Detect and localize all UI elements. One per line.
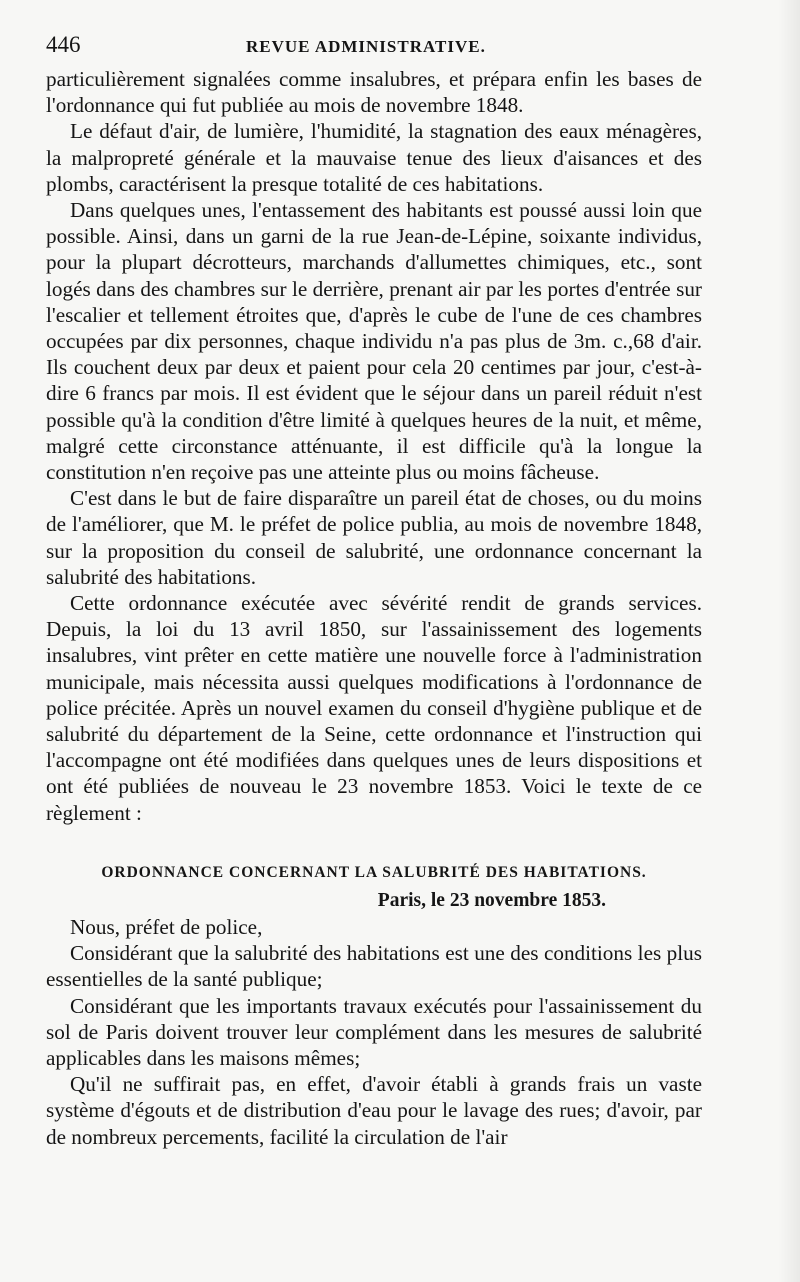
page-edge-shadow xyxy=(778,0,800,1282)
paragraph: Considérant que la salubrité des habitations est une des conditions les plus essentielles de la santé publique; xyxy=(46,941,702,992)
paragraph: Qu'il ne suffirait pas, en effet, d'avoir établi à grands frais un vaste système d'égouts et de distribution d'eau pour le lavage des rues; d'avoir, par de nombreux percements, facilité la circulation de l'air xyxy=(46,1072,702,1149)
running-title: REVUE ADMINISTRATIVE. xyxy=(246,37,486,56)
ordinance-title: ORDONNANCE CONCERNANT LA SALUBRITÉ DES HABITATIONS. xyxy=(101,863,647,881)
paragraph: Cette ordonnance exécutée avec sévérité rendit de grands services. Depuis, la loi du 13 avril 1850, sur l'assainissement des logements insalubres, vint prêter en cette matière une nouvelle force à l'administration municipale, mais nécessita aussi quelques modifications à l'ordonnance de police précitée. Après un nouvel examen du conseil d'hygiène publique et de salubrité du département de la Seine, cette ordonnance et l'instruction qui l'accompagne ont été modifiées dans quelques unes de leurs dispositions et ont été publiées de nouveau le 23 novembre 1853. Voici le texte de ce règlement : xyxy=(46,591,702,825)
paragraph: C'est dans le but de faire disparaître un pareil état de choses, ou du moins de l'améliorer, que M. le préfet de police publia, au mois de novembre 1848, sur la proposition du conseil de salubrité, une ordonnance concernant la salubrité des habitations. xyxy=(46,486,702,589)
paragraph: Dans quelques unes, l'entassement des habitants est poussé aussi loin que possible. Ainsi, dans un garni de la rue Jean-de-Lépine, soixante individus, pour la plupart décrotteurs, marchands d'allumettes chimiques, etc., sont logés dans des chambres sur le derrière, prenant air par les portes d'entrée sur l'escalier et tellement étroites que, d'après le cube de l'une de ces chambres occupées par dix personnes, chaque individu n'a pas plus de 3m. c.,68 d'air. Ils couchent deux par deux et paient pour cela 20 centimes par jour, c'est-à-dire 6 francs par mois. Il est évident que le séjour dans un pareil réduit n'est possible qu'à la condition d'être limité à quelques heures de la nuit, et même, malgré cette circonstance atténuante, il est difficile qu'à la longue la constitution n'en reçoive pas une atteinte plus ou moins fâcheuse. xyxy=(46,198,702,485)
paragraph: Considérant que les importants travaux exécutés pour l'assainissement du sol de Paris doivent trouver leur complément dans les mesures de salubrité applicables dans les maisons mêmes; xyxy=(46,993,702,1070)
paragraph: particulièrement signalées comme insalubres, et prépara enfin les bases de l'ordonnance qui fut publiée au mois de novembre 1848. xyxy=(46,67,702,118)
running-head xyxy=(46,30,702,66)
ordinance-date: Paris, le 23 novembre 1853. xyxy=(377,889,606,911)
paragraph: Nous, préfet de police, xyxy=(70,914,263,939)
page-number: 446 xyxy=(46,32,81,57)
paragraph: Le défaut d'air, de lumière, l'humidité, la stagnation des eaux ménagères, la malpropreté générale et la mauvaise tenue des lieux d'aisances et des plombs, caractérisent la presque totalité de ces habitations. xyxy=(46,119,702,196)
body-text xyxy=(46,66,702,826)
ordinance-text xyxy=(46,914,702,1150)
